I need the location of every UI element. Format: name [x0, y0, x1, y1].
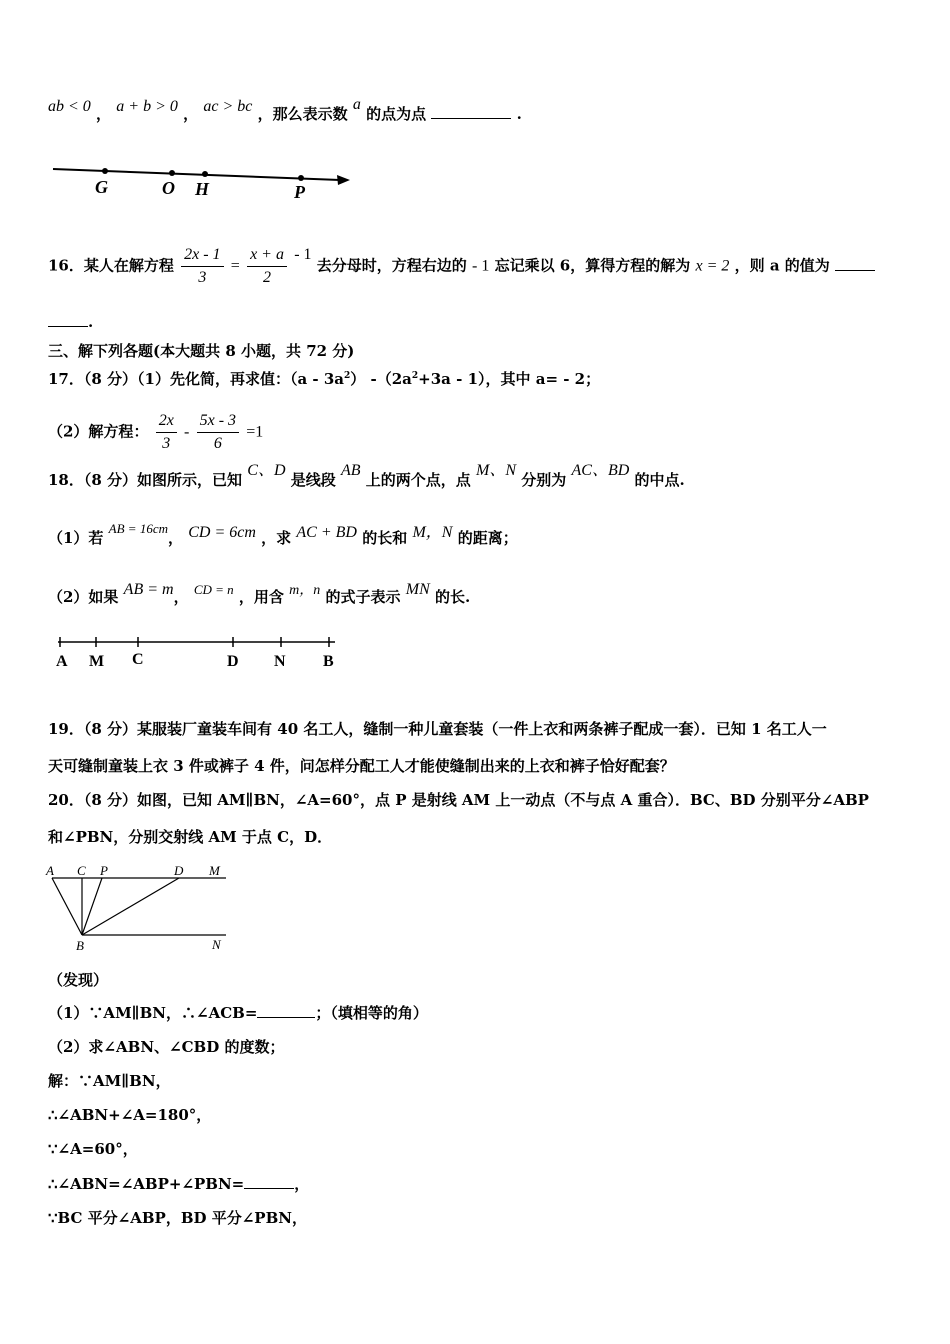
- q17-line1: 17．（8 分）（1）先化简，再求值：$(a - 3a^2)$ $-(2a^2+3a - 1)$，其中 a= - 2；: [48, 370, 601, 388]
- q20-step2: （2）求∠ABN、∠CBD 的度数；: [48, 1038, 285, 1056]
- seg-label-n: N: [274, 653, 286, 670]
- q19-line1: 19．（8 分）某服装厂童装车间有 40 名工人，缝制一种儿童套装（一件上衣和两条裤子配成一套）．已知 1 名工人一: [48, 720, 827, 738]
- q20-blank-2[interactable]: [244, 1174, 294, 1189]
- q20-line2: 和∠PBN，分别交射线 AM 于点 C，D．: [48, 828, 333, 846]
- q16-line: 16．某人在解方程 $\frac{2x - 1}{3}$ = $\frac{x + a}{2}$ - 1 去分母时，方程右边的 - 1 忘记乘以 6，算得方程的解为 x = 2 ，则 a 的值为: [48, 244, 875, 289]
- q15-line: ab < 0 ， a + b > 0 ， ac > bc ，那么表示数 a 的点为点 .: [48, 96, 522, 123]
- q17-line2: （2）解方程： $\frac{2x}{3}$ - $\frac{5x - 3}{6}$ =1: [48, 410, 263, 455]
- fig-label-b: B: [76, 938, 84, 953]
- seg-label-d: D: [227, 653, 239, 670]
- point-h: [202, 171, 208, 177]
- seg-label-c: C: [132, 651, 144, 668]
- q20-step1: （1）∵AM∥BN，∴∠ACB= ；（填相等的角）: [48, 1004, 428, 1022]
- fig-label-n: N: [212, 937, 221, 952]
- q15-number-line: [45, 160, 365, 200]
- q17-fraction-2: $\frac{5x - 3}{6}$: [197, 410, 239, 455]
- q20-line1: 20．（8 分）如图，已知 AM∥BN，∠A=60°，点 P 是射线 AM 上一动点（不与点 A 重合）．BC、BD 分别平分∠ABP: [48, 791, 869, 809]
- q19-line2: 天可缝制童装上衣 3 件或裤子 4 件，问怎样分配工人才能使缝制出来的上衣和裤子恰好配套？: [48, 757, 675, 775]
- q18-line1: 18．（8 分）如图所示，已知 C、D 是线段 AB 上的两个点，点 M、N 分别为 AC、BD 的中点.: [48, 462, 685, 489]
- q20-step7: ∵BC 平分∠ABP，BD 平分∠PBN，: [48, 1209, 307, 1227]
- q15-cond3: ac > bc: [203, 98, 253, 115]
- q15-cond1: ab < 0: [48, 98, 91, 115]
- q15-answer-blank[interactable]: [431, 104, 511, 119]
- q18-segment-figure: [50, 636, 350, 676]
- seg-label-b: B: [323, 653, 334, 670]
- point-g: [102, 168, 108, 174]
- q18-part2: （2）如果 AB = m， CD = n ，用含 m，n 的式子表示 MN 的长.: [48, 581, 471, 606]
- fig-label-a: A: [46, 863, 54, 878]
- fig-label-c: C: [77, 863, 86, 878]
- fig-label-d: D: [174, 863, 184, 878]
- q15-cond2: a + b > 0: [116, 98, 178, 115]
- fig-label-m: M: [209, 863, 220, 878]
- label-p: P: [294, 182, 305, 200]
- q15-var-a: a: [352, 96, 361, 113]
- q16-answer-blank[interactable]: [835, 256, 875, 271]
- q17-fraction-1: $\frac{2x}{3}$: [156, 410, 177, 455]
- q20-blank-1[interactable]: [257, 1003, 315, 1018]
- label-g: G: [95, 177, 108, 197]
- section-title: 三、解下列各题(本大题共 8 小题，共 72 分): [48, 342, 355, 360]
- q20-step4: ∴∠ABN+∠A=180°，: [48, 1106, 212, 1124]
- q20-discover: （发现）: [48, 971, 109, 989]
- seg-label-m: M: [89, 653, 105, 670]
- label-o: O: [162, 178, 175, 198]
- q20-step5: ∵∠A=60°，: [48, 1140, 138, 1158]
- q16-fraction-right: $\frac{x + a}{2}$: [247, 244, 287, 289]
- label-h: H: [195, 179, 210, 199]
- q18-part1: （1）若 AB = 16cm， CD = 6cm ，求 AC + BD 的长和 M，N 的距离；: [48, 521, 518, 547]
- point-p: [298, 175, 304, 181]
- q16-fraction-left: $\frac{2x - 1}{3}$: [181, 244, 223, 289]
- seg-label-a: A: [56, 653, 68, 670]
- q16-continuation: .: [48, 312, 93, 332]
- q20-step6: ∴∠ABN=∠ABP+∠PBN= ，: [48, 1175, 310, 1193]
- q20-figure: [44, 860, 244, 955]
- fig-label-p: P: [100, 863, 108, 878]
- q20-step3: 解：∵AM∥BN，: [48, 1072, 171, 1090]
- point-o: [169, 170, 175, 176]
- q16-answer-blank-cont[interactable]: [48, 312, 88, 327]
